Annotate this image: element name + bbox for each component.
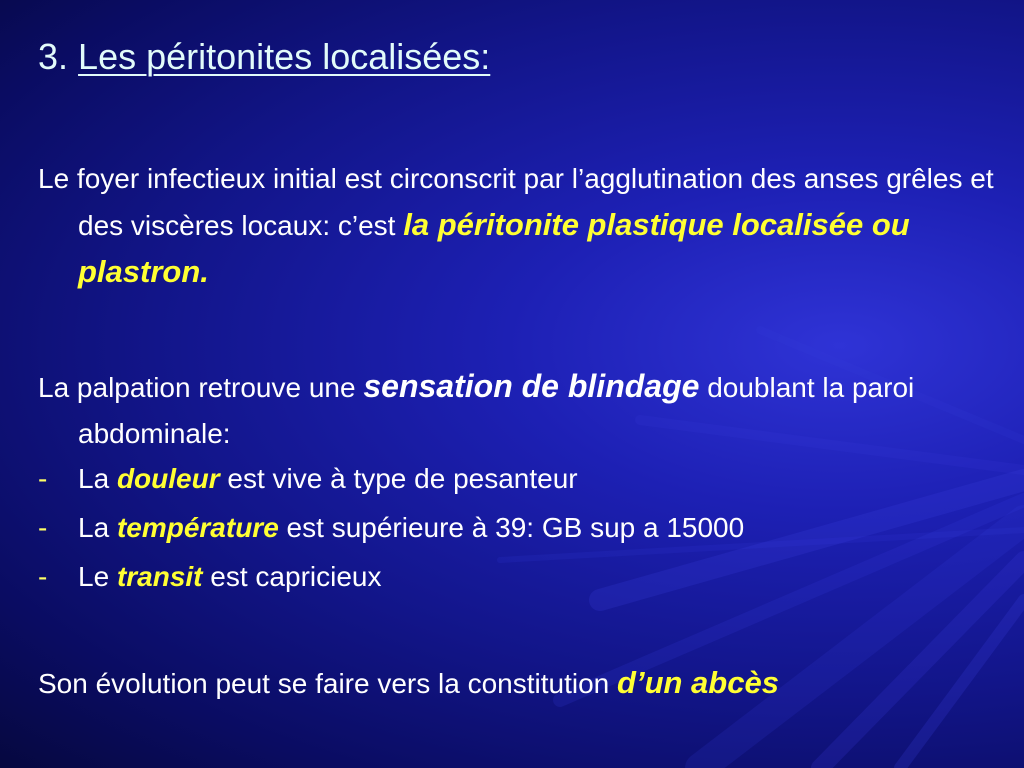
paragraph-plastron-text: Le foyer infectieux initial est circonscrit par l’agglutination des anses grêles et des viscères locaux: c’est: [38, 163, 994, 241]
slide-title: [38, 36, 490, 78]
list-item-prefix: La: [78, 463, 117, 494]
paragraph-evolution: [38, 660, 1024, 707]
list-item-rest: est supérieure à 39: GB sup a 15000: [278, 512, 745, 543]
paragraph-palpation-text-after: doublant la paroi abdominale:: [78, 372, 915, 449]
list-item: [38, 456, 744, 505]
list-item-prefix: Le: [78, 561, 117, 592]
list-item-rest: est capricieux: [202, 561, 382, 592]
list-item-prefix: La: [78, 512, 117, 543]
title-text: Les péritonites localisées:: [78, 36, 491, 77]
bullet-dash: -: [38, 463, 48, 494]
paragraph-palpation-text-before: La palpation retrouve une: [38, 372, 364, 403]
list-item: [38, 505, 744, 554]
paragraph-evolution-text: Son évolution peut se faire vers la constitution: [38, 668, 618, 699]
paragraph-plastron-emphasis: la péritonite plastique localisée ou plastron.: [78, 207, 910, 289]
paragraph-plastron: [38, 156, 1008, 296]
list-item-emphasis: transit: [116, 561, 203, 592]
list-item-emphasis: température: [116, 512, 279, 543]
list-item-rest: est vive à type de pesanteur: [219, 463, 578, 494]
paragraph-palpation: [38, 363, 1024, 457]
paragraph-palpation-emphasis: sensation de blindage: [363, 368, 700, 404]
symptom-list: [38, 456, 744, 603]
bullet-dash: -: [38, 561, 48, 592]
title-number: 3.: [38, 36, 69, 77]
bullet-dash: -: [38, 512, 48, 543]
paragraph-evolution-emphasis: d’un abcès: [617, 665, 779, 700]
list-item-emphasis: douleur: [116, 463, 220, 494]
list-item: [38, 554, 744, 603]
